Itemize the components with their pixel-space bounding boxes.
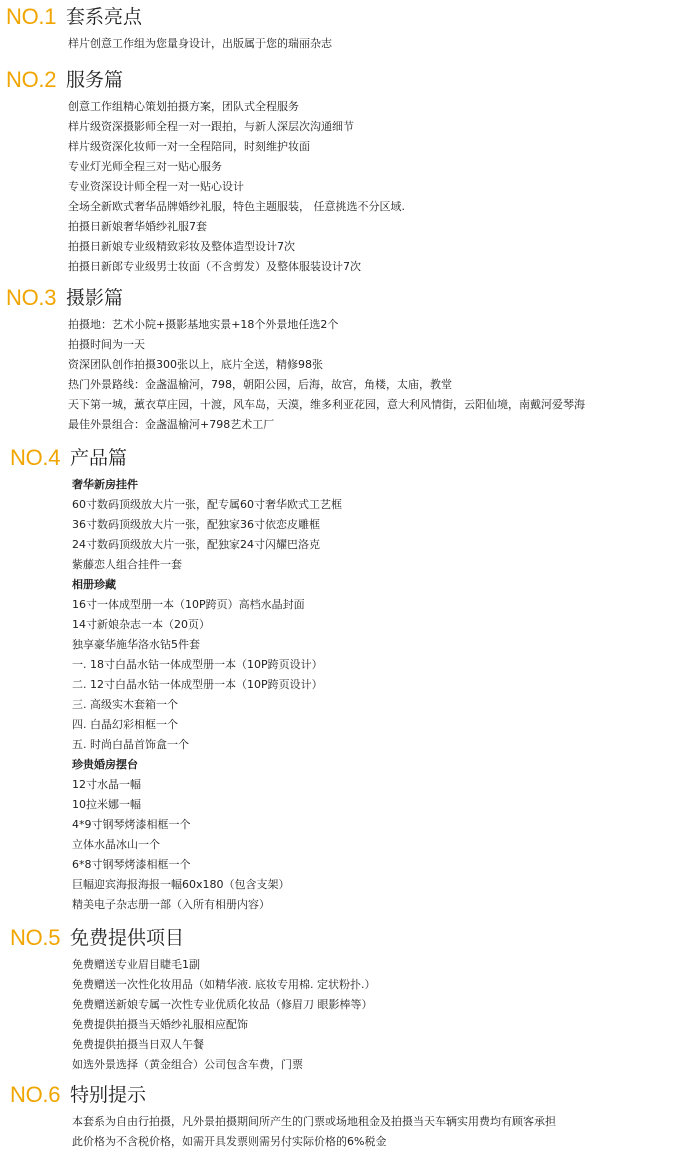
list-item: 巨幅迎宾海报海报一幅60x180（包含支架） <box>72 878 290 891</box>
list-item: 拍摄地：艺术小院+摄影基地实景+18个外景地任选2个 <box>68 318 339 331</box>
section-number: NO.1 <box>6 4 57 29</box>
list-item: 拍摄日新娘奢华婚纱礼服7套 <box>68 220 207 233</box>
section-title: 服务篇 <box>66 69 124 91</box>
list-item: 拍摄日新娘专业级精致彩妆及整体造型设计7次 <box>68 240 295 253</box>
list-item: 免费提供拍摄当天婚纱礼服相应配饰 <box>72 1018 248 1031</box>
list-item: 全场全新欧式奢华品牌婚纱礼服，特色主题服装， 任意挑选不分区域. <box>68 200 405 213</box>
list-item: 10拉米娜一幅 <box>72 798 141 811</box>
list-item: 紫藤恋人组合挂件一套 <box>72 558 182 571</box>
list-item: 五. 时尚白晶首饰盒一个 <box>72 738 189 751</box>
section-number: NO.5 <box>10 925 61 950</box>
list-item: 6*8寸钢琴烤漆相框一个 <box>72 858 191 871</box>
section-number: NO.6 <box>10 1082 61 1107</box>
subheading: 相册珍藏 <box>72 578 116 591</box>
list-item: 创意工作组精心策划拍摄方案，团队式全程服务 <box>68 100 299 113</box>
list-item: 热门外景路线：金盏温榆河，798，朝阳公园，后海，故宫，角楼，太庙，教堂 <box>68 378 452 391</box>
list-item: 14寸新娘杂志一本（20页） <box>72 618 210 631</box>
list-item: 免费提供拍摄当日双人午餐 <box>72 1038 204 1051</box>
list-item: 样片创意工作组为您量身设计，出版属于您的瑞丽杂志 <box>68 37 332 50</box>
list-item: 免费赠送新娘专属一次性专业优质化妆品（修眉刀 眼影棒等） <box>72 998 373 1011</box>
list-item: 三. 高级实木套箱一个 <box>72 698 178 711</box>
section-title: 摄影篇 <box>66 287 124 309</box>
list-item: 拍摄时间为一天 <box>68 338 145 351</box>
list-item: 一. 18寸白晶水钻一体成型册一本（10P跨页设计） <box>72 658 323 671</box>
subheading: 奢华新房挂件 <box>72 478 138 491</box>
section-title: 免费提供项目 <box>70 927 185 949</box>
list-item: 资深团队创作拍摄300张以上，底片全送，精修98张 <box>68 358 323 371</box>
list-item: 立体水晶冰山一个 <box>72 838 160 851</box>
section-number: NO.2 <box>6 67 57 92</box>
list-item: 最佳外景组合：金盏温榆河+798艺术工厂 <box>68 418 275 431</box>
list-item: 24寸数码顶级放大片一张，配独家24寸闪耀巴洛克 <box>72 538 320 551</box>
list-item: 专业资深设计师全程一对一贴心设计 <box>68 180 244 193</box>
section-number: NO.4 <box>10 445 61 470</box>
list-item: 4*9寸钢琴烤漆相框一个 <box>72 818 191 831</box>
list-item: 60寸数码顶级放大片一张，配专属60寸奢华欧式工艺框 <box>72 498 342 511</box>
list-item: 样片级资深摄影师全程一对一跟拍，与新人深层次沟通细节 <box>68 120 354 133</box>
list-item: 免费赠送一次性化妆用品（如精华液. 底妆专用棉. 定状粉扑.） <box>72 978 376 991</box>
list-item: 精美电子杂志册一部（入所有相册内容） <box>72 898 270 911</box>
list-item: 本套系为自由行拍摄，凡外景拍摄期间所产生的门票或场地租金及拍摄当天车辆实用费均有顾客承担 <box>72 1115 556 1128</box>
list-item: 独享豪华施华洛水钻5件套 <box>72 638 200 651</box>
section-number: NO.3 <box>6 285 57 310</box>
list-item: 二. 12寸白晶水钻一体成型册一本（10P跨页设计） <box>72 678 323 691</box>
list-item: 如选外景选择（黄金组合）公司包含车费，门票 <box>72 1058 303 1071</box>
list-item: 四. 白晶幻彩相框一个 <box>72 718 178 731</box>
subheading: 珍贵婚房摆台 <box>72 758 138 771</box>
list-item: 免费赠送专业眉目睫毛1副 <box>72 958 200 971</box>
list-item: 此价格为不含税价格，如需开具发票则需另付实际价格的6%税金 <box>72 1135 387 1148</box>
list-item: 样片级资深化妆师一对一全程陪同，时刻维护妆面 <box>68 140 310 153</box>
list-item: 天下第一城，薰衣草庄园，十渡，风车岛，天漠，维多利亚花园，意大利风情街，云阳仙境，南戴河爱琴海 <box>68 398 585 411</box>
section-title: 特别提示 <box>70 1084 147 1106</box>
list-item: 专业灯光师全程三对一贴心服务 <box>68 160 222 173</box>
list-item: 36寸数码顶级放大片一张，配独家36寸依恋皮雕框 <box>72 518 320 531</box>
section-title: 产品篇 <box>70 447 128 469</box>
list-item: 12寸水晶一幅 <box>72 778 141 791</box>
list-item: 拍摄日新郎专业级男士妆面（不含剪发）及整体服装设计7次 <box>68 260 361 273</box>
list-item: 16寸一体成型册一本（10P跨页）高档水晶封面 <box>72 598 305 611</box>
section-title: 套系亮点 <box>66 6 143 28</box>
